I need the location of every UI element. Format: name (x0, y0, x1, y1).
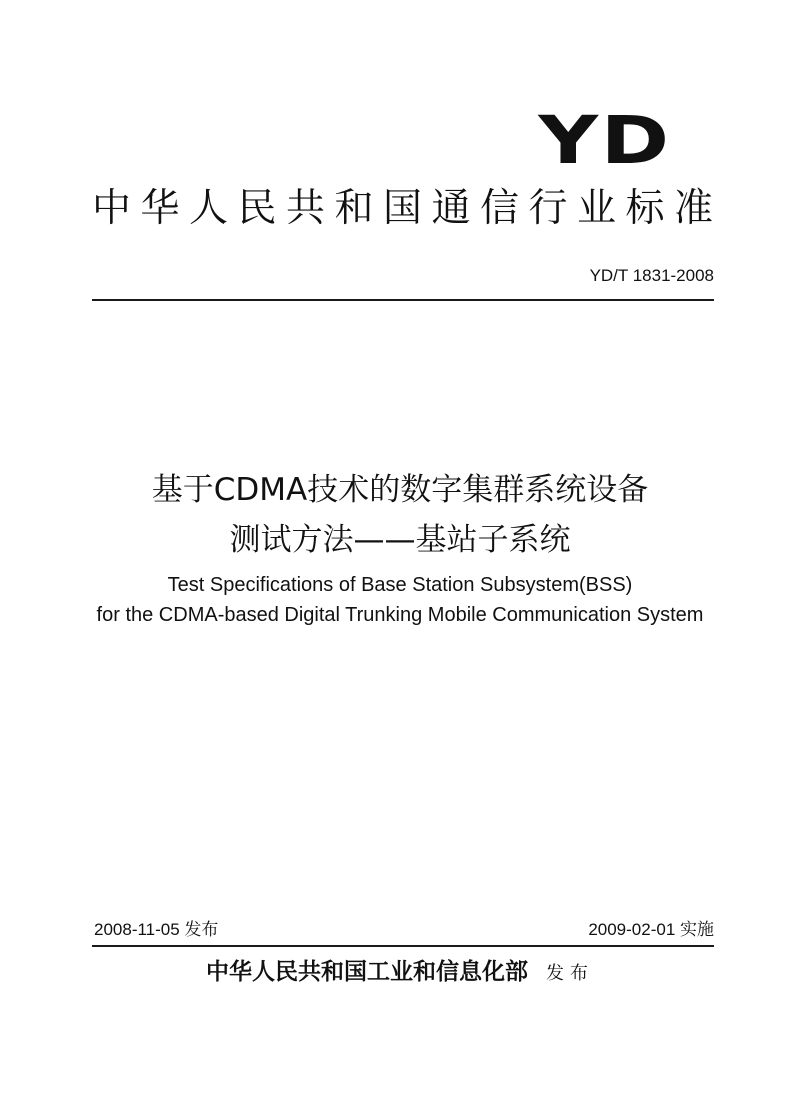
implementation-date: 2009-02-01 实施 (588, 920, 714, 939)
chinese-title-line-1: 基于CDMA技术的数字集群系统设备 (151, 472, 649, 508)
top-divider (92, 299, 714, 301)
yd-logo: YD (538, 102, 672, 179)
chinese-title-line-2: 测试方法——基站子系统 (229, 522, 571, 558)
issuer-name: 中华人民共和国工业和信息化部 (206, 958, 528, 985)
bottom-divider (92, 945, 714, 947)
issuer-row (0, 957, 800, 989)
issue-label: 发布 (546, 963, 594, 984)
standard-number: YD/T 1831-2008 (589, 266, 714, 285)
issue-date: 2008-11-05 发布 (94, 920, 219, 939)
english-title-line-1: Test Specifications of Base Station Subsystem(BSS) (167, 574, 633, 596)
english-title-line-2: for the CDMA-based Digital Trunking Mobile Communication System (96, 604, 704, 626)
standard-title: 中华人民共和国通信行业标准 (92, 186, 714, 231)
